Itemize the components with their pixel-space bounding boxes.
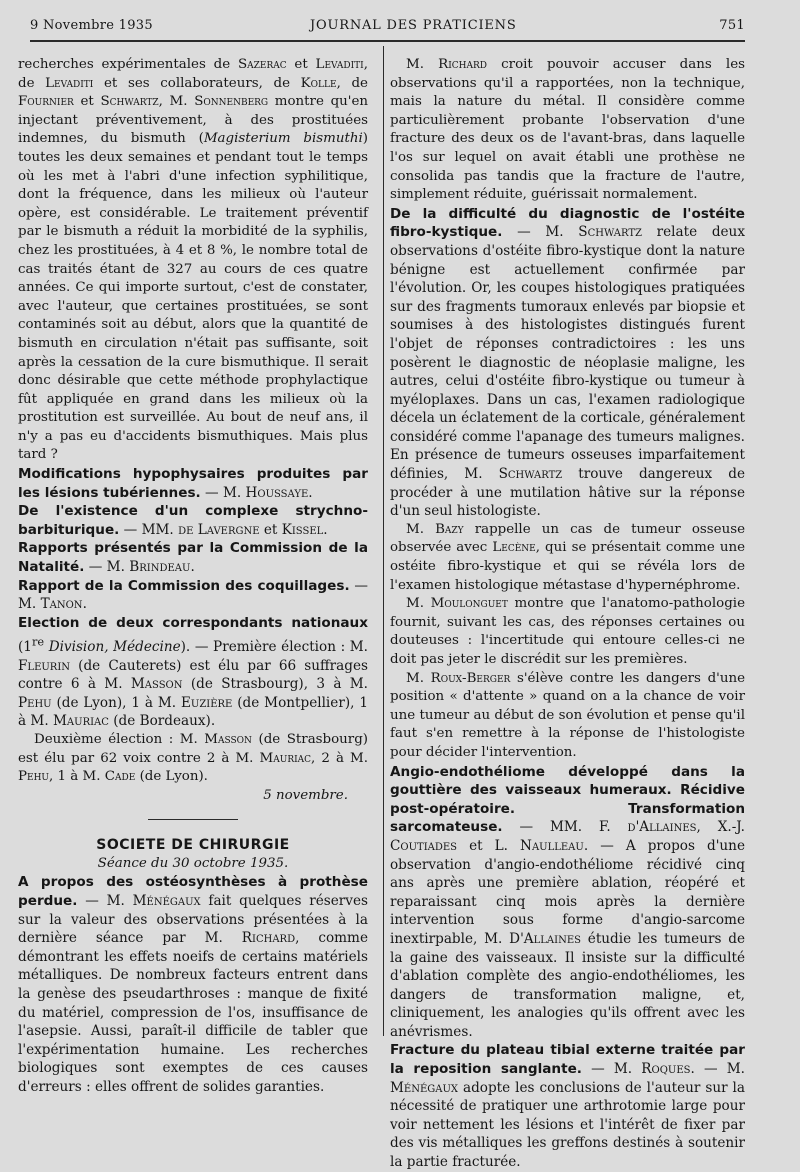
heading-strychno: De l'existence d'un complexe strychno-barbiturique. — MM. de Lavergne et Kissel.	[18, 503, 368, 538]
page-header	[30, 14, 745, 40]
journal-title: JOURNAL DES PRATICIENS	[310, 18, 517, 33]
signature-date: 5 novembre.	[263, 787, 348, 803]
heading-election: Election de deux correspondants nationaux (1re Division, Médecine). — Première élection : M. Fleurin (de Cauterets) est élu par 66 suffrages contre 6 à M. Masson (de Strasbourg), 3 à M. Pehu (de Lyon), 1 à M. Euzière (de Montpellier), 1 à M. Mauriac (de Bordeaux).	[18, 614, 369, 730]
header-rule	[30, 40, 745, 42]
header-date: 9 Novembre 1935	[30, 18, 153, 33]
heading-hypophysaires: Modifications hypophysaires produites par les lésions tubériennes. — M. Houssaye.	[18, 466, 368, 501]
heading-natalite: Rapports présentés par la Commission de la Natalité. — M. Brindeau.	[18, 540, 368, 576]
heading-coquillages: Rapport de la Commission des coquillages. — M. Tanon.	[18, 577, 368, 613]
society-title: SOCIETE DE CHIRURGIE	[96, 837, 290, 854]
paragraph-moulonguet: M. Moulonguet montre que l'anatomo-pathologie fournit, suivant les cas, des réponses certaines ou douteuses : l'incertitude qui entoure celles-ci ne doit pas jeter le discrédit sur les premières.	[390, 596, 745, 667]
heading-osteosyntheses: A propos des ostéosynthèses à prothèse perdue. — M. Ménégaux fait quelques réserves sur la valeur des observations présentées à la dernière séance par M. Richard, comme démontrant les effets noeifs de certains matériels métalliques. De nombreux facteurs entrent dans la genèse des pseudarthroses : manque de fixité du matériel, compression de l'os, insuffisance de l'asepsie. Aussi, paraît-il difficile de tabler que l'expérimentation humaine. Les recherches biologiques sont exemptes de ces causes d'erreurs : elles offrent de solides garanties.	[18, 874, 368, 1095]
paragraph-deuxieme-election: Deuxième élection : M. Masson (de Strasbourg) est élu par 62 voix contre 2 à M. Mauriac, 2 à M. Pehu, 1 à M. Cade (de Lyon).	[18, 731, 369, 785]
seance-date: Séance du 30 octobre 1935.	[97, 855, 289, 871]
right-column	[390, 56, 745, 1172]
left-column	[18, 56, 368, 1097]
heading-osteite: De la difficulté du diagnostic de l'ostéite fibro-kystique. — M. Schwartz relate deux observations d'ostéite fibro-kystique dont la nature bénigne est actuellement confirmée par l'évolution. Or, les coupes histologiques pratiquées sur des fragments tumoraux enlevés par biopsie et soumises à des histologistes distingués furent l'objet de réponses contradictoires : les uns posèrent le diagnostic de néoplasie maligne, les autres, celui d'ostéite fibro-kystique ou tumeur à myéloplaxes. Dans un cas, l'examen radiologique décela un éclatement de la corticale, généralement considéré comme l'apanage des tumeurs malignes. En présence de tumeurs osseuses imparfaitement définies, M. Schwartz trouve dangereux de procéder à une mutilation hâtive sur la réponse d'un seul histologiste.	[390, 205, 746, 520]
page-number: 751	[719, 18, 745, 33]
paragraph-sonnenberg: recherches expérimentales de Sazerac et Levaditi, de Levaditi et ses collaborateurs, de Kolle, de Fournier et Schwartz, M. Sonnenberg montre qu'en injectant préventivement, à des prostituées indemnes, du bismuth (Magisterium bismuthi) toutes les deux semaines et pendant tout le temps où les met à l'abri d'une infection syphilitique, dont la fréquence, dans les milieux où l'auteur opère, est considérable. Le traitement préventif par le bismuth a réduit la morbidité de la syphilis, chez les prostituées, à 4 et 8 %, le nombre total de cas traités étant de 327 au cours de ces quatre années. Ce qui importe surtout, c'est de constater, avec l'auteur, que certaines prostituées, se sont contaminés soit au début, alors que la quantité de bismuth en circulation n'était pas suffisante, soit après la cessation de la cure bismuthique. Il serait donc désirable que cette méthode prophylactique fût appliquée en grand dans les milieux où la prostitution est surveillée. Au bout de neuf ans, il n'y a pas eu d'accidents bismuthiques. Mais plus tard ?	[18, 57, 368, 463]
paragraph-bazy: M. Bazy rappelle un cas de tumeur osseuse observée avec Lecène, qui se présentait comme une ostéite fibro-kystique et qui se révéla lors de l'examen histologique métastase d'hypernéphrome.	[390, 521, 745, 593]
paragraph-roux-berger: M. Roux-Berger s'élève contre les dangers d'une position « d'attente » quand on a la chance de voir une tumeur au début de son évolution et pense qu'il faut s'en remettre à la réponse de l'histologiste pour décider l'intervention.	[390, 670, 745, 760]
heading-angio: Angio-endothéliome développé dans la gouttière des vaisseaux humeraux. Récidive post-opératoire. Transformation sarcomateuse. — MM. F. d'Allaines, X.-J. Coutiades et L. Naulleau. — A propos d'une observation d'angio-endothéliome récidivé cinq ans après une première ablation, réopéré et reparaissant cinq mois après la dernière intervention sous forme d'angio-sarcome inextirpable, M. D'Allaines étudie les tumeurs de la gaine des vaisseaux. Il insiste sur la difficulté d'ablation complète des angio-endothéliomes, les dangers de transformation maligne, et, cliniquement, les analogies qu'ils offrent avec les anévrismes.	[390, 763, 746, 1040]
column-divider	[383, 46, 384, 1036]
section-rule	[148, 819, 238, 820]
heading-fracture: Fracture du plateau tibial externe traitée par la reposition sanglante. — M. Roques. — M. Ménégaux adopte les conclusions de l'auteur sur la nécessité de pratiquer une arthrotomie large pour voir nettement les lésions et l'intérêt de fixer par des vis métalliques les greffons destinés à soutenir la partie fracturée.	[390, 1042, 745, 1171]
paragraph-richard: M. Richard croit pouvoir accuser dans les observations qu'il a rapportées, non la technique, mais la nature du métal. Il considère comme particulièrement probante l'observation d'une fracture des deux os de l'avant-bras, dans laquelle l'os sur lequel on avait établi une prothèse ne consolida pas tandis que la fracture de l'autre, simplement réduite, guérissait normalement.	[390, 57, 745, 203]
